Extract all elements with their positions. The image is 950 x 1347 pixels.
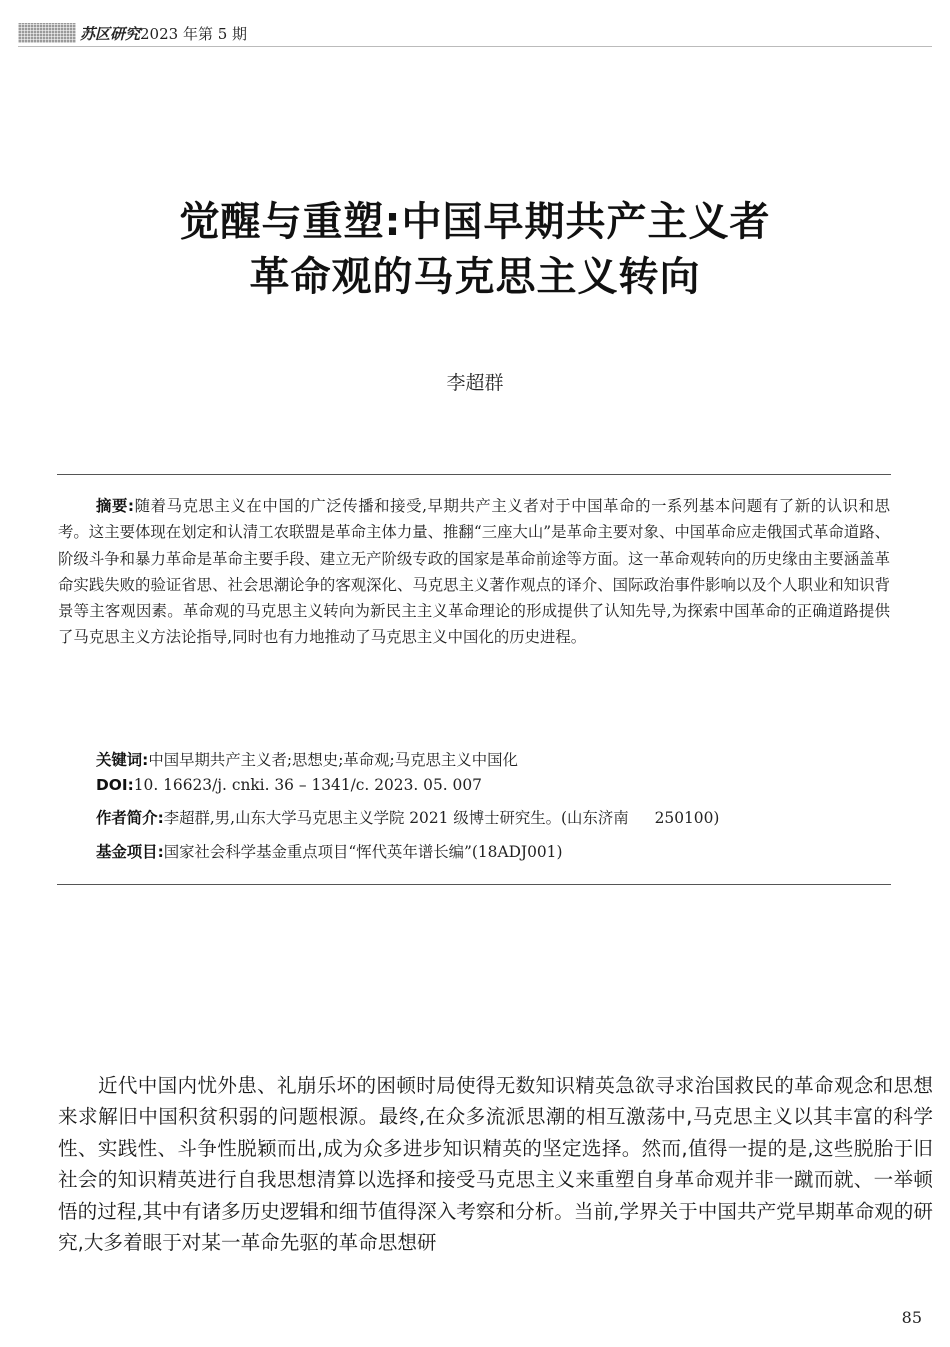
header-pattern-decoration: [18, 23, 76, 43]
keywords: [96, 748, 518, 770]
abstract-text: 随着马克思主义在中国的广泛传播和接受,早期共产主义者对于中国革命的一系列基本问题有了新的认识和思考。这主要体现在划定和认清工农联盟是革命主体力量、推翻“三座大山”是革命主要对象、中国革命应走俄国式革命道路、阶级斗争和暴力革命是革命主要手段、建立无产阶级专政的国家是革命前途等方面。这一革命观转向的历史缘由主要涵盖革命实践失败的验证省思、社会思潮论争的客观深化、马克思主义著作观点的译介、国际政治事件影响以及个人职业和知识背景等主客观因素。革命观的马克思主义转向为新民主主义革命理论的形成提供了认知先导,为探索中国革命的正确道路提供了马克思主义方法论指导,同时也有力地推动了马克思主义中国化的历史进程。: [58, 497, 890, 647]
abstract-top-rule: [57, 474, 891, 475]
page-number: 85: [901, 1308, 922, 1327]
abstract: [58, 493, 890, 651]
doi-text: 10. 16623/j. cnki. 36 – 1341/c. 2023. 05. 007: [133, 776, 482, 794]
body-paragraph: 近代中国内忧外患、礼崩乐坏的困顿时局使得无数知识精英急欲寻求治国救民的革命观念和思想来求解旧中国积贫积弱的问题根源。最终,在众多流派思潮的相互激荡中,马克思主义以其丰富的科学性、实践性、斗争性脱颖而出,成为众多进步知识精英的坚定选择。然而,值得一提的是,这些脱胎于旧社会的知识精英进行自我思想清算以选择和接受马克思主义来重塑自身革命观并非一蹴而就、一举顿悟的过程,其中有诸多历史逻辑和细节值得深入考察和分析。当前,学界关于中国共产党早期革命观的研究,大多着眼于对某一革命先驱的革命思想研: [58, 1074, 933, 1255]
header-text: [80, 23, 247, 44]
keywords-label: 关键词:: [96, 751, 149, 769]
header-divider: [18, 46, 932, 47]
title-line-2: 革命观的马克思主义转向: [249, 254, 701, 300]
keywords-text: 中国早期共产主义者;思想史;革命观;马克思主义中国化: [148, 751, 518, 769]
doi: [96, 776, 482, 794]
author-bio-label: 作者简介:: [96, 809, 164, 827]
title-line-1: 觉醒与重塑:中国早期共产主义者: [179, 199, 771, 245]
author-bio: [96, 806, 719, 828]
article-title: [60, 195, 890, 305]
author-name: 李超群: [446, 372, 504, 394]
author-bio-text: 李超群,男,山东大学马克思主义学院 2021 级博士研究生。(山东济南: [163, 809, 629, 827]
journal-name: 苏区研究: [80, 24, 141, 43]
running-header: [18, 22, 247, 44]
funding: [96, 840, 562, 862]
funding-label: 基金项目:: [96, 843, 164, 861]
doi-label: DOI:: [96, 776, 134, 794]
abstract-label: 摘要:: [96, 497, 135, 515]
issue-label: 2023 年第 5 期: [140, 24, 248, 43]
abstract-bottom-rule: [57, 884, 891, 885]
funding-text: 国家社会科学基金重点项目“恽代英年谱长编”(18ADJ001): [163, 843, 563, 861]
author-bio-postcode: 250100): [654, 809, 720, 827]
